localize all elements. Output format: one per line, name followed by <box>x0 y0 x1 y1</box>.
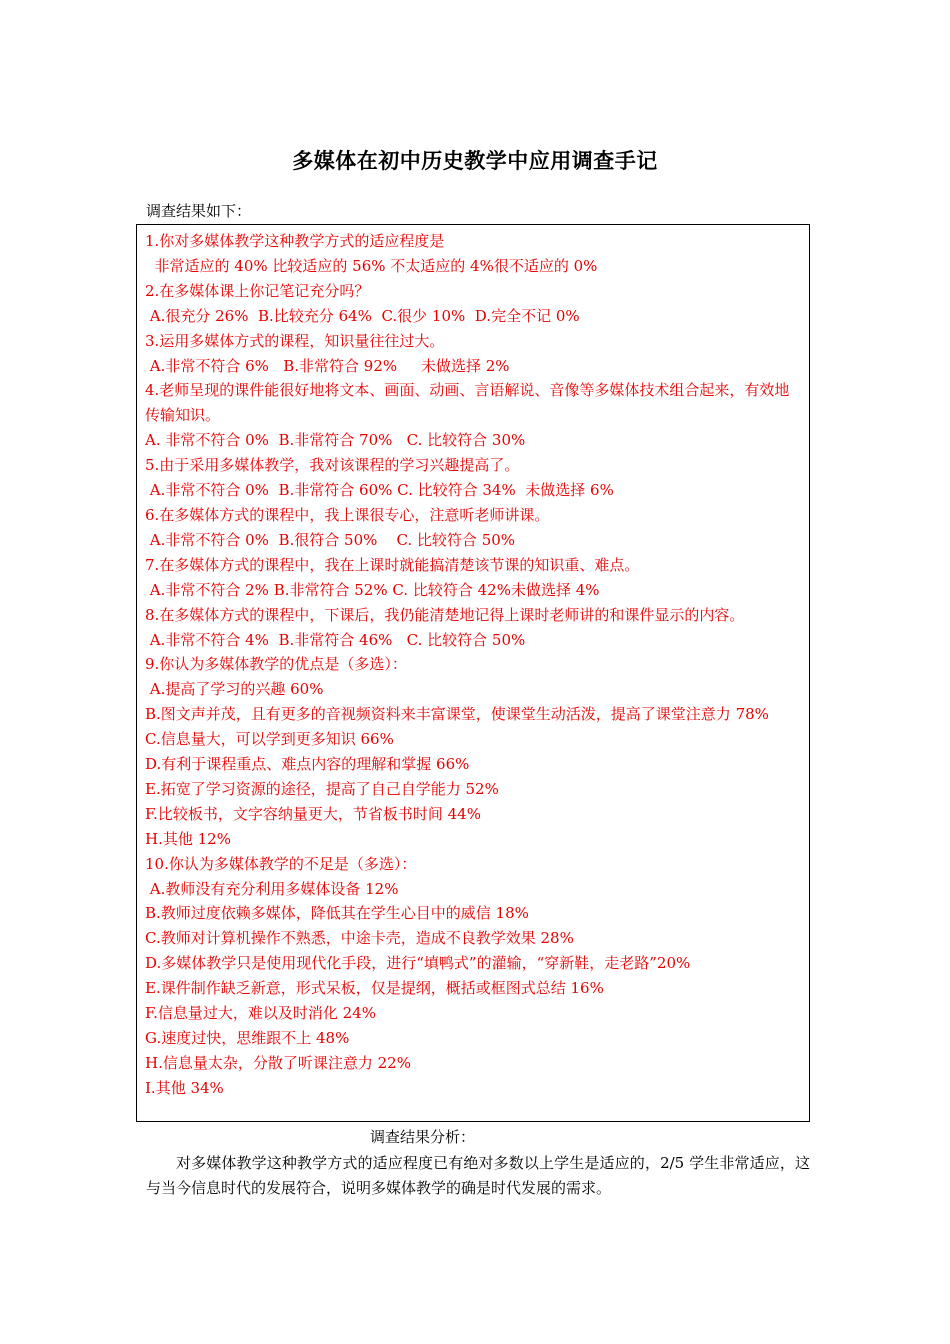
survey-line: 2.在多媒体课上你记笔记充分吗？ <box>145 281 370 300</box>
survey-line: 10.你认为多媒体教学的不足是（多选）： <box>145 854 417 873</box>
survey-line: E.拓宽了学习资源的途径，提高了自己自学能力 52% <box>145 779 499 798</box>
analysis-heading: 调查结果分析： <box>370 1128 476 1146</box>
survey-line: B.教师过度依赖多媒体，降低其在学生心目中的威信 18% <box>145 904 529 923</box>
document-title: 多媒体在初中历史教学中应用调查手记 <box>292 149 658 173</box>
survey-line: D.有利于课程重点、难点内容的理解和掌握 66% <box>145 755 470 774</box>
survey-line: G.速度过快，思维跟不上 48% <box>145 1029 350 1047</box>
survey-line: 9.你认为多媒体教学的优点是（多选）： <box>145 655 407 674</box>
survey-line: 5.由于采用多媒体教学，我对该课程的学习兴趣提高了。 <box>145 456 520 475</box>
survey-line: A.很充分 26% B.比较充分 64% C.很少 10% D.完全不记 0% <box>145 306 580 325</box>
survey-line: A.非常不符合 0% B.非常符合 60% C. 比较符合 34% 未做选择 6% <box>145 481 614 500</box>
survey-line: H.其他 12% <box>145 829 231 848</box>
survey-line: F.信息量过大，难以及时消化 24% <box>145 1004 376 1023</box>
survey-line: 6.在多媒体方式的课程中，我上课很专心，注意听老师讲课。 <box>145 505 550 524</box>
survey-line: 4.老师呈现的课件能很好地将文本、画面、动画、言语解说、音像等多媒体技术组合起来，有效地传输知识。 <box>145 381 790 425</box>
survey-line: A.非常不符合 4% B.非常符合 46% C. 比较符合 50% <box>145 630 526 649</box>
survey-line: 7.在多媒体方式的课程中，我在上课时就能搞清楚该节课的知识重、难点。 <box>145 555 640 574</box>
survey-line: 3.运用多媒体方式的课程，知识量往往过大。 <box>145 331 445 350</box>
survey-line: B.图文声并茂，且有更多的音视频资料来丰富课堂，使课堂生动活泼，提高了课堂注意力 78% <box>145 705 769 724</box>
survey-line: E.课件制作缺乏新意，形式呆板，仅是提纲，概括或框图式总结 16% <box>145 979 604 998</box>
survey-line: A.非常不符合 6% B.非常符合 92% 未做选择 2% <box>145 356 510 375</box>
survey-line: 8.在多媒体方式的课程中，下课后，我仍能清楚地记得上课时老师讲的和课件显示的内容。 <box>145 605 745 624</box>
survey-line: I.其他 34% <box>145 1078 224 1097</box>
survey-line: A.教师没有充分利用多媒体设备 12% <box>145 879 399 898</box>
survey-results-box <box>136 224 810 1122</box>
survey-line: H.信息量太杂，分散了听课注意力 22% <box>145 1053 411 1072</box>
survey-line: A.非常不符合 0% B.很符合 50% C. 比较符合 50% <box>145 530 516 549</box>
survey-line: A.非常不符合 2% B.非常符合 52% C. 比较符合 42%未做选择 4% <box>145 580 600 599</box>
survey-line: C.信息量大，可以学到更多知识 66% <box>145 730 394 749</box>
survey-line: C.教师对计算机操作不熟悉，中途卡壳，造成不良教学效果 28% <box>145 929 574 948</box>
survey-line: 1.你对多媒体教学这种教学方式的适应程度是 <box>145 232 445 250</box>
survey-line: F.比较板书，文字容纳量更大，节省板书时间 44% <box>145 804 481 823</box>
intro-text: 调查结果如下： <box>146 202 252 220</box>
analysis-paragraph: 对多媒体教学这种教学方式的适应程度已有绝对多数以上学生是适应的，2/5 学生非常适应，这与当今信息时代的发展符合，说明多媒体教学的确是时代发展的需求。 <box>146 1154 810 1197</box>
survey-line: A.提高了学习的兴趣 60% <box>145 680 324 699</box>
survey-line: A. 非常不符合 0% B.非常符合 70% C. 比较符合 30% <box>145 431 526 450</box>
survey-line: D.多媒体教学只是使用现代化手段，进行“填鸭式”的灌输，“穿新鞋，走老路”20% <box>145 954 691 973</box>
survey-line: 非常适应的 40% 比较适应的 56% 不太适应的 4%很不适应的 0% <box>145 256 598 275</box>
